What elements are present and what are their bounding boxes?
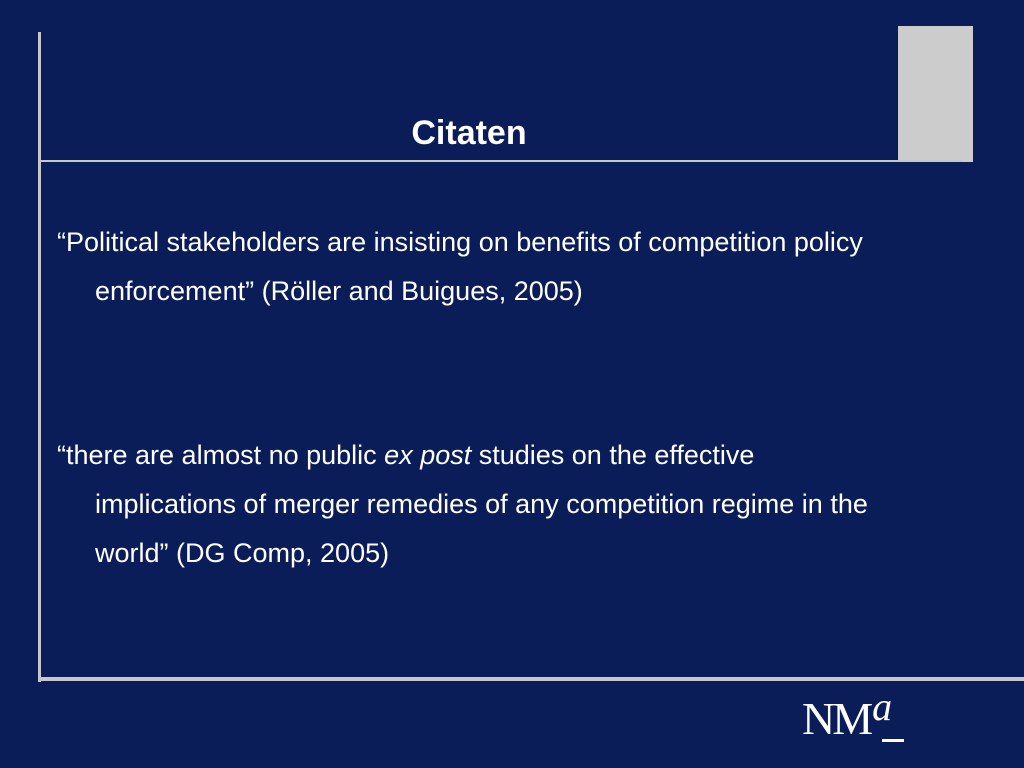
logo-underline <box>882 739 904 742</box>
nma-logo <box>802 684 893 744</box>
logo-superscript: a <box>872 684 893 729</box>
quote-roller-buigues <box>57 218 895 316</box>
title-divider <box>40 160 962 162</box>
footer-divider <box>40 677 1024 681</box>
quote-dg-comp <box>57 431 895 578</box>
quote-text-before: “there are almost no public <box>57 440 385 470</box>
quote-text: “Political stakeholders are insisting on benefits of competition policy enforcement” (Röller and Buigues, 2005) <box>57 227 863 306</box>
quote-text-after: studies on the effective implications of merger remedies of any competition regime in the world” (DG Comp, 2005) <box>95 440 868 568</box>
logo-letters: NM <box>802 693 871 744</box>
corner-block <box>898 26 973 162</box>
quote-emphasis: ex post <box>384 440 472 470</box>
slide-title: Citaten <box>411 114 527 152</box>
